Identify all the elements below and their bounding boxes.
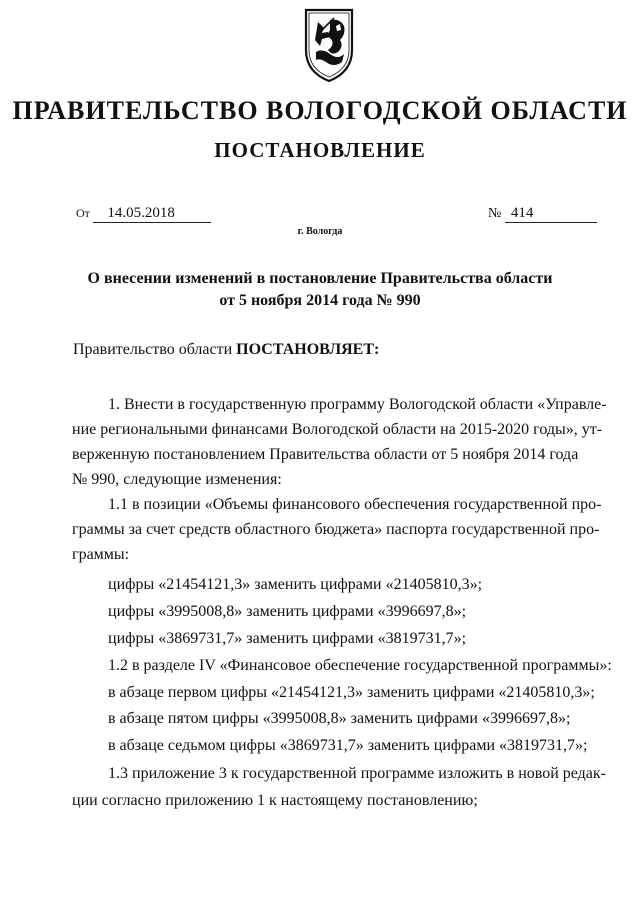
document-subject <box>0 268 640 312</box>
body-line: 1.1 в позиции «Объемы финансового обеспечения государственной про- <box>108 496 602 513</box>
body-line: цифры «21454121,3» заменить цифрами «21405810,3»; <box>108 576 483 593</box>
decree-verb: ПОСТАНОВЛЯЕТ: <box>236 341 380 358</box>
subject-line: О внесении изменений в постановление Правительства области <box>87 270 553 287</box>
body-line: в абзаце седьмом цифры «3869731,7» заменить цифрами «3819731,7»; <box>108 737 588 754</box>
number-field <box>488 205 597 223</box>
decree-prefix: Правительство области <box>73 341 233 358</box>
body-line: верженную постановлением Правительства области от 5 ноября 2014 года <box>72 446 579 463</box>
body-line: в абзаце пятом цифры «3995008,8» заменить цифрами «3996697,8»; <box>108 710 571 727</box>
body-line: в абзаце первом цифры «21454121,3» заменить цифрами «21405810,3»; <box>108 684 595 701</box>
body-line: 1. Внести в государственную программу Вологодской области «Управле- <box>108 396 607 413</box>
date-prefix: От <box>76 206 90 220</box>
body-line: 1.3 приложение 3 к государственной программе изложить в новой редак- <box>108 765 606 782</box>
coat-of-arms-icon <box>300 6 358 84</box>
body-line: 1.2 в разделе IV «Финансовое обеспечение государственной программы»: <box>108 657 612 674</box>
body-line: цифры «3995008,8» заменить цифрами «3996697,8»; <box>108 603 467 620</box>
body-line: граммы за счет средств областного бюджета» паспорта государственной про- <box>72 521 600 538</box>
number-prefix: № <box>488 206 502 221</box>
body-line: ции согласно приложению 1 к настоящему постановлению; <box>72 792 478 809</box>
government-title: ПРАВИТЕЛЬСТВО ВОЛОГОДСКОЙ ОБЛАСТИ <box>12 96 628 125</box>
body-line: граммы: <box>72 546 130 563</box>
decree-statement <box>73 341 379 359</box>
subject-line: от 5 ноября 2014 года № 990 <box>219 292 421 309</box>
date-field <box>76 205 211 223</box>
body-line: ние региональными финансами Вологодской области на 2015-2020 годы», ут- <box>72 421 603 438</box>
body-line: цифры «3869731,7» заменить цифрами «3819731,7»; <box>108 630 467 647</box>
date-value: 14.05.2018 <box>93 205 211 223</box>
number-value: 414 <box>505 205 597 223</box>
body-line: № 990, следующие изменения: <box>72 471 282 488</box>
city-label: г. Вологда <box>297 226 343 237</box>
document-type: ПОСТАНОВЛЕНИЕ <box>214 138 426 162</box>
